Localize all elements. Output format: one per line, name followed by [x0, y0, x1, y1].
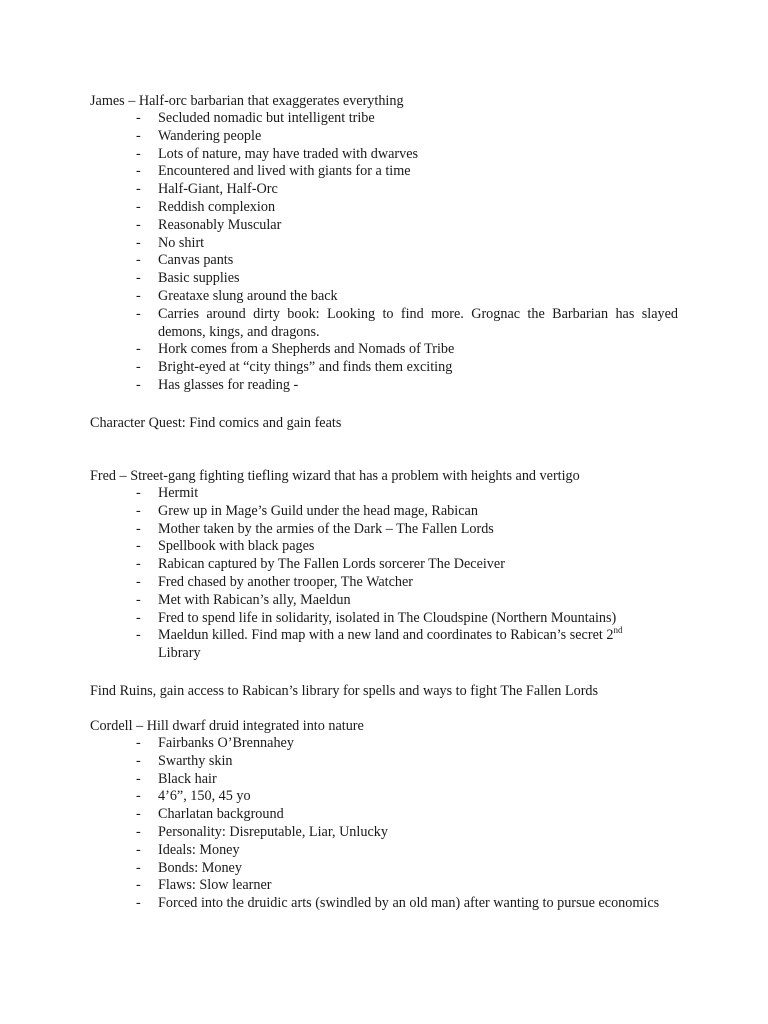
bullet-dash: -	[136, 163, 141, 180]
bullet-dash: -	[136, 341, 141, 358]
bullet-dash: -	[136, 788, 141, 805]
bullet-dash: -	[136, 181, 141, 198]
list-item: - Secluded nomadic but intelligent tribe	[136, 110, 375, 126]
list-item: - Fred chased by another trooper, The Watcher	[136, 573, 414, 590]
bullet-dash: -	[136, 735, 141, 751]
james-quest: Character Quest: Find comics and gain feats	[90, 415, 342, 431]
bullet-dash: -	[136, 216, 141, 233]
list-item: - No shirt	[136, 234, 205, 251]
bullet-dash: -	[136, 520, 141, 537]
bullet-dash: -	[136, 127, 141, 144]
bullet-dash: -	[136, 145, 141, 162]
bullet-dash: -	[136, 287, 141, 304]
list-item: - Personality: Disreputable, Liar, Unlucky	[136, 823, 388, 840]
list-item: - 4’6”, 150, 45 yo	[136, 788, 251, 805]
bullet-dash: -	[136, 806, 141, 823]
list-item: - Flaws: Slow learner	[136, 877, 272, 894]
james-heading: James – Half-orc barbarian that exaggerates everything	[90, 93, 404, 109]
bullet-dash: -	[136, 198, 141, 215]
fred-quest: Find Ruins, gain access to Rabican’s library for spells and ways to fight The Fallen Lords	[90, 683, 599, 699]
bullet-dash: -	[136, 752, 141, 769]
list-item	[0, 627, 768, 663]
bullet-dash: -	[136, 770, 141, 787]
cordell-heading: Cordell – Hill dwarf druid integrated into nature	[90, 718, 364, 734]
bullet-dash: -	[136, 556, 141, 573]
bullet-dash: -	[136, 110, 141, 126]
list-item: - Met with Rabican’s ally, Maeldun	[136, 591, 351, 608]
list-item: - Canvas pants	[136, 252, 234, 269]
list-item: - Swarthy skin	[136, 752, 233, 769]
list-item: - Greataxe slung around the back	[136, 287, 338, 304]
list-item: - Fairbanks O’Brennahey	[136, 735, 294, 751]
bullet-dash: -	[136, 359, 141, 376]
list-item: - Reddish complexion	[136, 198, 276, 215]
bullet-dash: -	[136, 627, 141, 644]
list-item: - Encountered and lived with giants for a time	[136, 163, 411, 180]
bullet-dash: -	[136, 841, 141, 858]
bullet-dash: -	[136, 823, 141, 840]
bullet-dash: -	[136, 270, 141, 287]
list-item: - Rabican captured by The Fallen Lords sorcerer The Deceiver	[136, 556, 505, 573]
list-item: - Bonds: Money	[136, 859, 242, 876]
bullet-dash: -	[136, 485, 141, 501]
bullet-dash: -	[136, 502, 141, 519]
list-item: - Black hair	[136, 770, 217, 787]
fred-trait-list	[0, 485, 768, 663]
list-item: - Fred to spend life in solidarity, isolated in The Cloudspine (Northern Mountains)	[136, 609, 617, 626]
list-item: - Forced into the druidic arts (swindled by an old man) after wanting to pursue economics	[136, 895, 660, 912]
list-item: - Mother taken by the armies of the Dark – The Fallen Lords	[136, 520, 494, 537]
bullet-dash: -	[136, 591, 141, 608]
list-item: - Spellbook with black pages	[136, 538, 315, 555]
fred-heading: Fred – Street-gang fighting tiefling wizard that has a problem with heights and vertigo	[90, 468, 580, 484]
bullet-dash: -	[136, 573, 141, 590]
list-item: - Wandering people	[136, 127, 262, 144]
james-trait-list	[0, 110, 768, 395]
list-item: - Has glasses for reading -	[136, 376, 299, 393]
bullet-dash: -	[136, 305, 141, 322]
map-clue-text: Maeldun killed. Find map with a new land and coordinates to Rabican’s secret 2nd Library	[158, 625, 623, 662]
bullet-dash: -	[136, 859, 141, 876]
list-item: - Lots of nature, may have traded with dwarves	[136, 145, 419, 162]
list-item: - Bright-eyed at “city things” and finds them exciting	[136, 359, 453, 376]
ordinal-suffix: nd	[613, 625, 623, 636]
bullet-dash: -	[136, 234, 141, 251]
bullet-dash: -	[136, 895, 141, 912]
cordell-trait-list	[0, 735, 768, 913]
bullet-dash: -	[136, 376, 141, 393]
list-item: - Reasonably Muscular	[136, 216, 282, 233]
list-item: - Half-Giant, Half-Orc	[136, 181, 278, 198]
list-item: - Ideals: Money	[136, 841, 240, 858]
bullet-dash: -	[136, 538, 141, 555]
list-item: - Carries around dirty book: Looking to find more. Grognac the Barbarian has slayed demons, kings, and dragons.	[136, 305, 678, 340]
bullet-dash: -	[136, 252, 141, 269]
list-item: - Hermit	[136, 485, 199, 501]
list-item: - Grew up in Mage’s Guild under the head mage, Rabican	[136, 502, 478, 519]
list-item: - Basic supplies	[136, 270, 240, 287]
list-item: - Hork comes from a Shepherds and Nomads of Tribe	[136, 341, 455, 358]
list-item: - Charlatan background	[136, 806, 284, 823]
bullet-dash: -	[136, 877, 141, 894]
bullet-dash: -	[136, 609, 141, 626]
